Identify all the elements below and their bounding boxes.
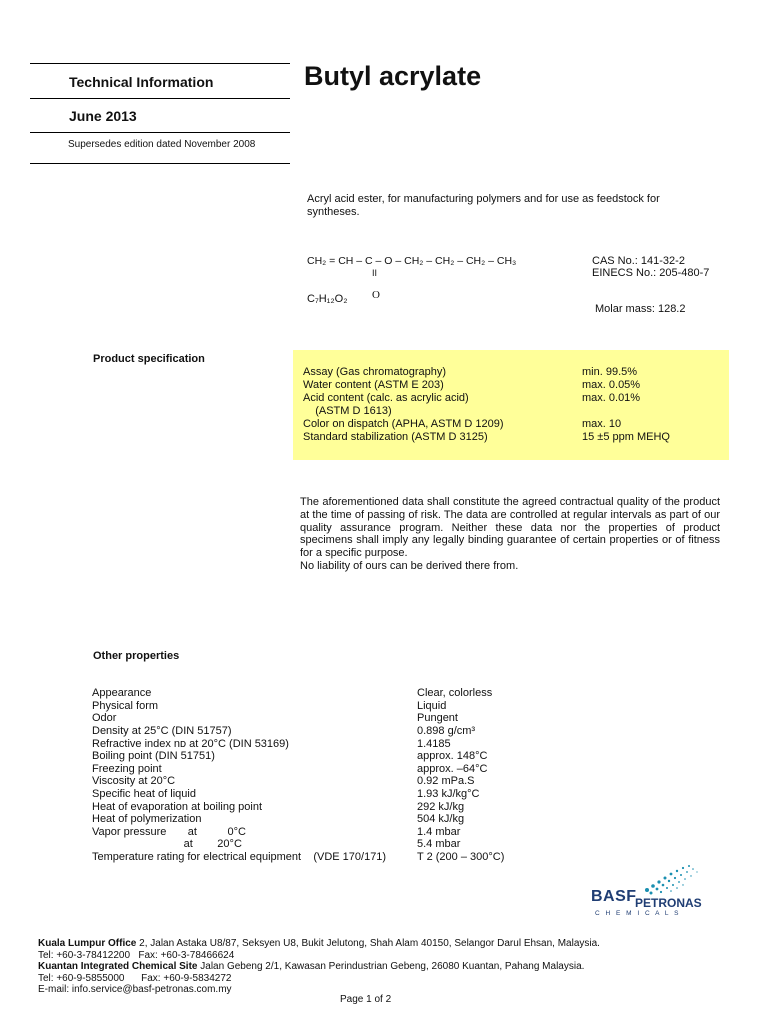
kuantan-site-line [38, 961, 600, 973]
spec-value: 15 ±5 ppm MEHQ [582, 431, 670, 443]
property-label: Density at 25°C (DIN 51757) [92, 725, 232, 737]
property-label: Physical form [92, 700, 159, 712]
property-value: Liquid [417, 700, 447, 712]
kuantan-site-address: Jalan Gebeng 2/1, Kawasan Perindustrian Gebeng, 26080 Kuantan, Pahang Malaysia. [197, 961, 585, 973]
disclaimer [300, 496, 720, 573]
tech-info-label: Technical Information [69, 74, 214, 90]
spec-label: (ASTM D 1613) [303, 405, 392, 417]
property-label: at 20°C [92, 838, 242, 850]
property-value: T 2 (200 – 300°C) [417, 851, 505, 863]
structural-formula: CH₂ = CH – C – O – CH₂ – CH₂ – CH₂ – CH₃ [307, 255, 517, 267]
property-value: 504 kJ/kg [417, 813, 465, 825]
kl-office-phone: Tel: +60-3-78412200 Fax: +60-3-78466624 [38, 949, 235, 961]
property-value: 292 kJ/kg [417, 801, 465, 813]
header-rule-2 [30, 98, 290, 99]
page-number: Page 1 of 2 [340, 994, 392, 1005]
spec-label: Color on dispatch (APHA, ASTM D 1209) [303, 418, 504, 430]
property-value: 1.4185 [417, 738, 451, 750]
property-value: 1.4 mbar [417, 826, 461, 838]
spec-label: Assay (Gas chromatography) [303, 366, 447, 378]
property-label: Viscosity at 20°C [92, 775, 176, 787]
property-label: Temperature rating for electrical equipment (VDE 170/171) [92, 851, 387, 863]
description-line1: Acryl acid ester, for manufacturing polymers and for use as feedstock for [307, 193, 660, 205]
header-rule-3 [30, 132, 290, 133]
property-value: 0.92 mPa.S [417, 775, 475, 787]
description-line2: syntheses. [307, 206, 360, 218]
liability-note: No liability of ours can be derived there from. [300, 559, 519, 572]
carbonyl-oxygen: O [372, 289, 380, 301]
kl-office-line [38, 938, 600, 950]
molar-mass: Molar mass: 128.2 [595, 303, 686, 315]
property-label: Odor [92, 712, 117, 724]
kuantan-site-phone: Tel: +60-9-5855000 Fax: +60-9-5834272 [38, 972, 232, 984]
kl-office-address: 2, Jalan Astaka U8/87, Seksyen U8, Bukit Jelutong, Shah Alam 40150, Selangor Darul Ehsan, Malaysia. [136, 938, 600, 949]
property-label: Boiling point (DIN 51751) [92, 750, 215, 762]
spec-value: min. 99.5% [582, 366, 638, 378]
property-label: Heat of evaporation at boiling point [92, 801, 263, 813]
property-value: Pungent [417, 712, 458, 724]
header-rule-top [30, 63, 290, 64]
logo-petronas-text: PETRONAS [635, 896, 702, 910]
kl-office-label: Kuala Lumpur Office [38, 938, 137, 949]
property-value: 5.4 mbar [417, 838, 461, 850]
cas-number: CAS No.: 141-32-2 [592, 255, 685, 267]
spec-value: max. 0.05% [582, 379, 641, 391]
logo-basf-text: BASF [591, 888, 637, 905]
spec-value: max. 10 [582, 418, 622, 430]
spec-value: max. 0.01% [582, 392, 641, 404]
logo-chemicals-text: C H E M I C A L S [595, 910, 681, 917]
molecular-formula: C₇H₁₂O₂ [307, 293, 348, 305]
properties-heading: Other properties [93, 650, 180, 662]
spec-heading: Product specification [93, 353, 205, 365]
spec-label: Water content (ASTM E 203) [303, 379, 444, 391]
property-label: Refractive index nᴅ at 20°C (DIN 53169) [92, 738, 289, 750]
spec-label: Acid content (calc. as acrylic acid) [303, 392, 469, 404]
footer-addresses [38, 938, 600, 996]
edition-date: June 2013 [69, 108, 137, 124]
property-value: approx. –64°C [417, 763, 488, 775]
property-label: Specific heat of liquid [92, 788, 196, 800]
property-value: 1.93 kJ/kg°C [417, 788, 480, 800]
basf-petronas-logo [585, 860, 711, 922]
spec-label: Standard stabilization (ASTM D 3125) [303, 431, 488, 443]
property-label: Appearance [92, 687, 152, 699]
property-value: approx. 148°C [417, 750, 488, 762]
carbonyl-double-bond: II [372, 268, 378, 278]
header-rule-4 [30, 163, 290, 164]
supersedes-note: Supersedes edition dated November 2008 [68, 139, 256, 150]
property-label: Heat of polymerization [92, 813, 202, 825]
property-label: Freezing point [92, 763, 162, 775]
einecs-number: EINECS No.: 205-480-7 [592, 267, 710, 279]
property-value: 0.898 g/cm³ [417, 725, 476, 737]
contact-email[interactable]: E-mail: info.service@basf-petronas.com.my [38, 984, 232, 996]
kuantan-site-label: Kuantan Integrated Chemical Site [38, 961, 198, 973]
disclaimer-text: The aforementioned data shall constitute the agreed contractual quality of the product at the time of passing of risk. The data are controlled at regular intervals as part of our quality assurance program. Neither these data nor the properties of product specimens shall imply any legally binding guarantee of certain properties or of fitness for a specific purpose. [300, 496, 720, 560]
property-value: Clear, colorless [417, 687, 493, 699]
property-label: Vapor pressure at 0°C [92, 826, 246, 838]
page-title: Butyl acrylate [304, 61, 482, 91]
